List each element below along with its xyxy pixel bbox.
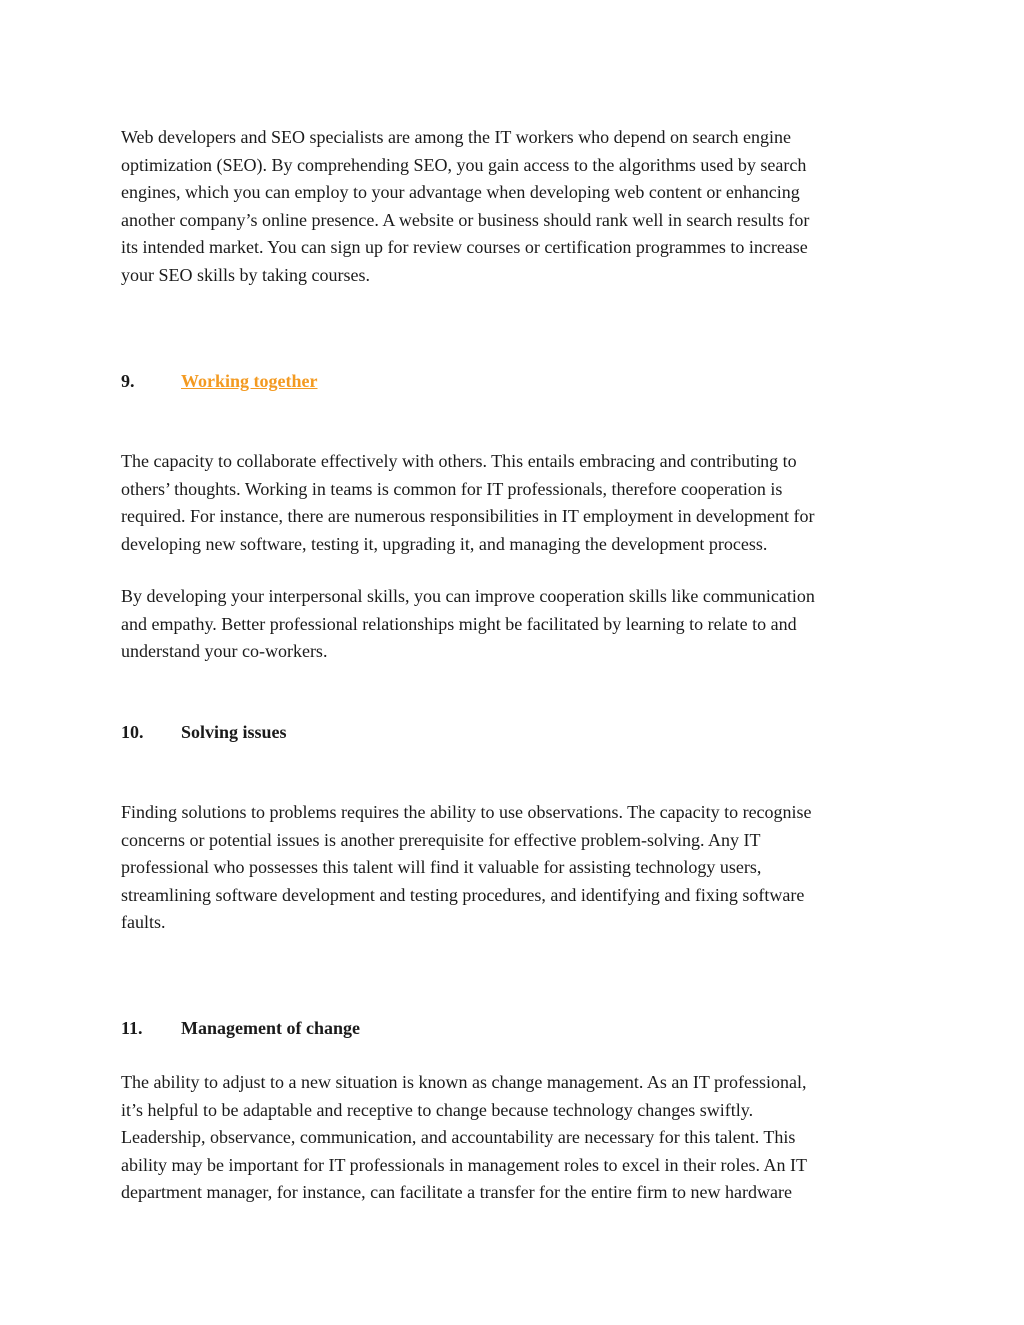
text-line: The ability to adjust to a new situation is known as change management. As an IT professional, xyxy=(121,1072,807,1092)
text-line: professional who possesses this talent will find it valuable for assisting technology users, xyxy=(121,857,762,878)
text-line: your SEO skills by taking courses. xyxy=(121,264,370,285)
text-line: faults. xyxy=(121,912,166,933)
working-together-paragraph-2 xyxy=(121,583,911,666)
text-line: optimization (SEO). By comprehending SEO, you gain access to the algorithms used by search xyxy=(121,154,807,175)
text-line: another company’s online presence. A website or business should rank well in search results for xyxy=(121,209,810,230)
text-line: its intended market. You can sign up for review courses or certification programmes to increase xyxy=(121,237,808,258)
working-together-paragraph-1 xyxy=(121,448,911,558)
section-title: Solving issues xyxy=(181,722,287,742)
text-line: Leadership, observance, communication, and accountability are necessary for this talent. This xyxy=(121,1127,796,1148)
text-line: others’ thoughts. Working in teams is common for IT professionals, therefore cooperation is xyxy=(121,478,783,499)
text-line: engines, which you can employ to your advantage when developing web content or enhancing xyxy=(121,182,800,203)
text-line: developing new software, testing it, upgrading it, and managing the development process. xyxy=(121,533,768,554)
text-line: concerns or potential issues is another prerequisite for effective problem-solving. Any IT xyxy=(121,829,761,850)
section-heading-solving-issues xyxy=(121,720,287,744)
text-line: ability may be important for IT professionals in management roles to excel in their roles. An IT xyxy=(121,1154,807,1175)
section-number: 9. xyxy=(121,371,135,391)
text-line: and empathy. Better professional relationships might be facilitated by learning to relate to and xyxy=(121,613,797,634)
working-together-link[interactable]: Working together xyxy=(181,371,318,391)
intro-paragraph xyxy=(121,124,911,290)
section-heading-working-together xyxy=(121,369,318,393)
text-line: understand your co-workers. xyxy=(121,641,328,662)
section-number: 11. xyxy=(121,1018,143,1038)
text-line: By developing your interpersonal skills, you can improve cooperation skills like communication xyxy=(121,586,815,606)
text-line: Web developers and SEO specialists are among the IT workers who depend on search engine xyxy=(121,127,792,147)
text-line: it’s helpful to be adaptable and receptive to change because technology changes swiftly. xyxy=(121,1099,754,1120)
management-of-change-paragraph xyxy=(121,1069,911,1207)
solving-issues-paragraph xyxy=(121,799,911,937)
section-number: 10. xyxy=(121,722,144,742)
text-line: Finding solutions to problems requires the ability to use observations. The capacity to recognise xyxy=(121,802,812,822)
text-line: streamlining software development and testing procedures, and identifying and fixing software xyxy=(121,884,805,905)
text-line: required. For instance, there are numerous responsibilities in IT employment in development for xyxy=(121,506,815,527)
text-line: department manager, for instance, can facilitate a transfer for the entire firm to new hardware xyxy=(121,1182,792,1203)
section-title: Management of change xyxy=(181,1018,360,1038)
section-heading-management-of-change xyxy=(121,1016,360,1040)
text-line: The capacity to collaborate effectively with others. This entails embracing and contributing to xyxy=(121,451,797,471)
